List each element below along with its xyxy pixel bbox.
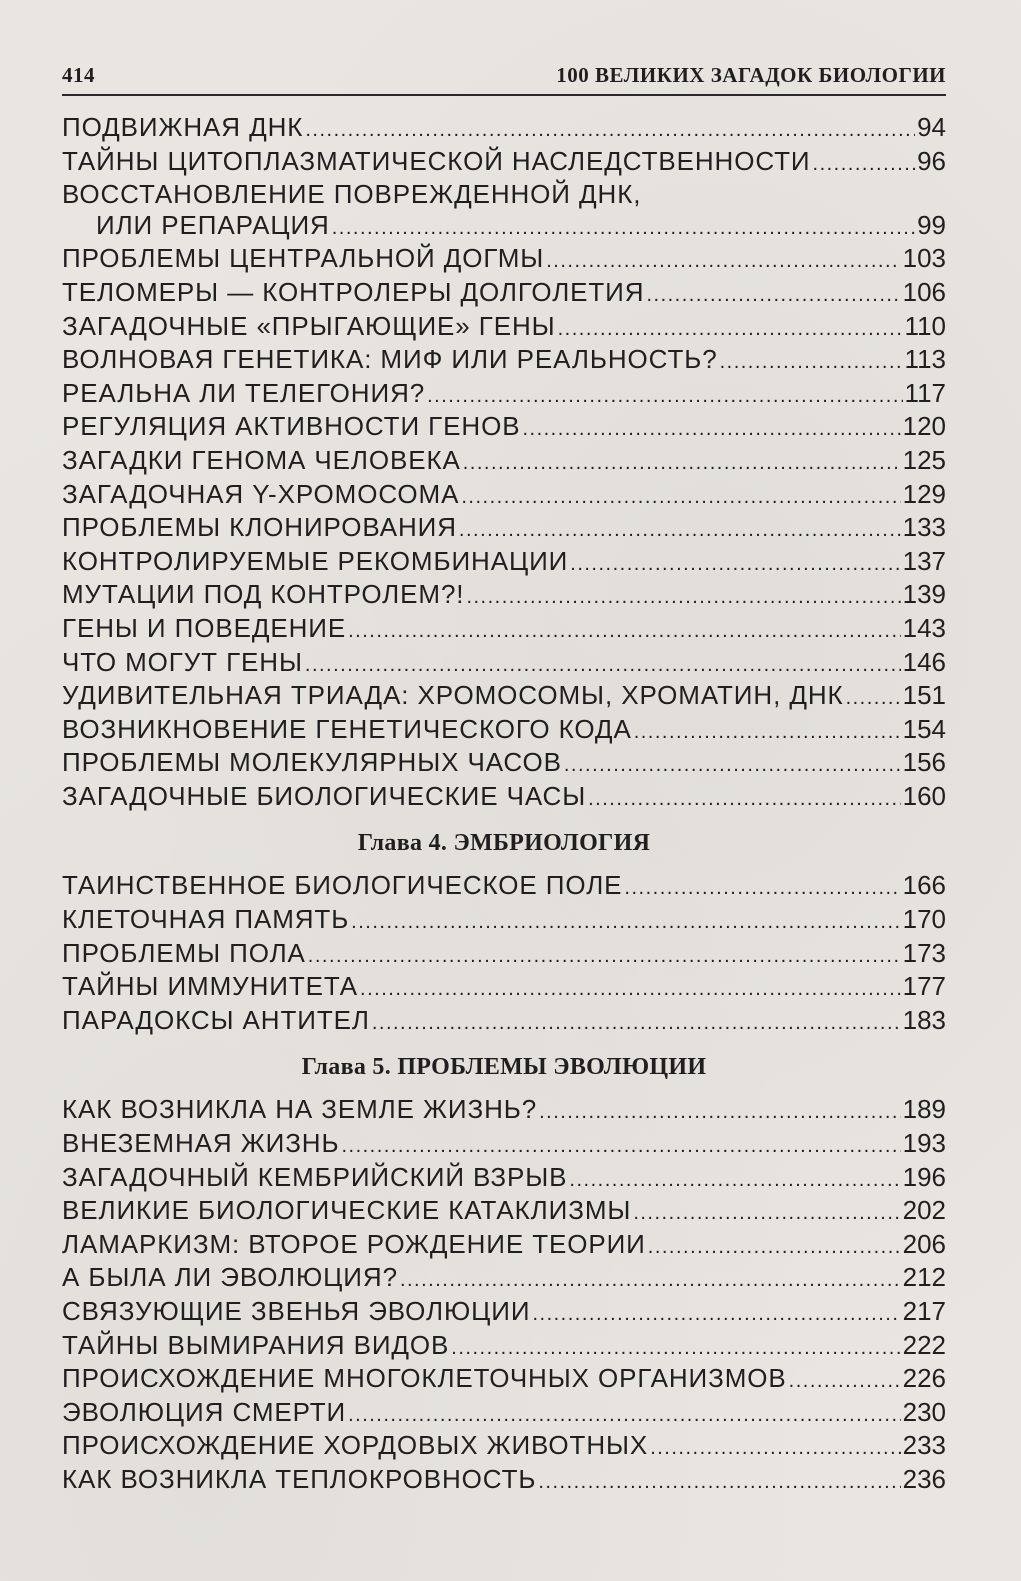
dot-leader	[646, 280, 900, 311]
toc-entry-page: 202	[902, 1195, 946, 1226]
dot-leader	[813, 149, 916, 180]
toc-entry-page: 206	[902, 1228, 946, 1259]
toc-entry-page: 137	[902, 545, 946, 576]
toc-entry	[62, 1162, 946, 1196]
toc-entry-page: 236	[902, 1463, 946, 1494]
dot-leader	[789, 1366, 901, 1397]
toc-entry-page: 154	[902, 713, 946, 744]
dot-leader	[360, 974, 901, 1005]
toc-entry-title: ВОЗНИКНОВЕНИЕ ГЕНЕТИЧЕСКОГО КОДА	[62, 713, 632, 744]
toc-entry-title: ПРОИСХОЖДЕНИЕ ХОРДОВЫХ ЖИВОТНЫХ	[62, 1430, 649, 1461]
toc-entry-page: 99	[917, 209, 946, 240]
toc-entry-title: ГЕНЫ И ПОВЕДЕНИЕ	[62, 612, 347, 643]
toc-entry-page: 233	[902, 1430, 946, 1461]
toc-entry-title: КЛЕТОЧНАЯ ПАМЯТЬ	[62, 904, 350, 935]
toc-entry	[62, 479, 946, 513]
toc-entry-title: ЭВОЛЮЦИЯ СМЕРТИ	[62, 1396, 347, 1427]
dot-leader	[451, 1333, 900, 1364]
toc-entry-title: ТЕЛОМЕРЫ — КОНТРОЛЕРЫ ДОЛГОЛЕТИЯ	[62, 276, 645, 307]
toc-entry	[62, 613, 946, 647]
toc-entry-title: ВНЕЗЕМНАЯ ЖИЗНЬ	[62, 1128, 340, 1159]
dot-leader	[332, 213, 915, 244]
dot-leader	[538, 1467, 900, 1498]
toc-entry-page: 96	[917, 145, 946, 176]
toc-entry-page: 120	[902, 411, 946, 442]
toc-entry-title: КОНТРОЛИРУЕМЫЕ РЕКОМБИНАЦИИ	[62, 545, 569, 576]
toc-entry	[62, 781, 946, 815]
toc-entry-page: 166	[902, 870, 946, 901]
toc-entry-page: 94	[917, 112, 946, 142]
toc-entry-page: 117	[904, 377, 946, 408]
toc-entry-wrapped	[62, 179, 946, 243]
toc-entry-title: ПАРАДОКСЫ АНТИТЕЛ	[62, 1004, 370, 1035]
toc-entry	[62, 243, 946, 277]
chapter-heading-4: Глава 4. ЭМБРИОЛОГИЯ	[357, 830, 651, 857]
dot-leader	[564, 750, 901, 781]
toc-entry	[62, 647, 946, 681]
toc-entry-list	[62, 243, 946, 814]
toc-entry	[62, 146, 946, 180]
toc-entry-page: 183	[902, 1004, 946, 1035]
toc-entry	[62, 512, 946, 546]
toc-entry-title-line2: ИЛИ РЕПАРАЦИЯ	[96, 209, 330, 240]
toc-entry	[62, 277, 946, 311]
toc-entry-page: 125	[902, 444, 946, 475]
dot-leader	[539, 1097, 901, 1128]
toc-entry	[62, 1229, 946, 1263]
toc-entry	[62, 378, 946, 412]
toc-entry	[62, 1464, 946, 1498]
toc-entry-page: 129	[902, 478, 946, 509]
toc-entry-list	[62, 112, 946, 179]
dot-leader	[648, 1232, 901, 1263]
book-page	[62, 58, 946, 1498]
toc-entry-title: А БЫЛА ЛИ ЭВОЛЮЦИЯ?	[62, 1262, 398, 1293]
toc-chapter-4-entries	[62, 870, 946, 1038]
toc-entry-page: 177	[902, 971, 946, 1002]
toc-entry	[62, 344, 946, 378]
toc-entry-page: 189	[902, 1094, 946, 1125]
header-rule	[62, 94, 946, 96]
toc-entry-title: ВЕЛИКИЕ БИОЛОГИЧЕСКИЕ КАТАКЛИЗМЫ	[62, 1195, 632, 1226]
toc-entry	[62, 1363, 946, 1397]
dot-leader	[305, 115, 915, 146]
toc-entry-page: 193	[902, 1128, 946, 1159]
dot-leader	[427, 381, 902, 412]
toc-entry-title: ЗАГАДОЧНАЯ Y-ХРОМОСОМА	[62, 478, 460, 509]
toc-entry-title: ПРОБЛЕМЫ ПОЛА	[62, 937, 306, 968]
toc-entry	[62, 1262, 946, 1296]
toc-entry	[62, 1296, 946, 1330]
toc-entry-title: КАК ВОЗНИКЛА ТЕПЛОКРОВНОСТЬ	[62, 1463, 537, 1494]
toc-entry-title: ЗАГАДКИ ГЕНОМА ЧЕЛОВЕКА	[62, 444, 461, 475]
toc-entry	[62, 714, 946, 748]
toc-entry-page: 160	[902, 780, 946, 811]
toc-entry-continuation	[62, 210, 946, 244]
toc-entry-page: 146	[902, 646, 946, 677]
book-title: 100 ВЕЛИКИХ ЗАГАДОК БИОЛОГИИ	[556, 63, 946, 87]
toc-entry-title: УДИВИТЕЛЬНАЯ ТРИАДА: ХРОМОСОМЫ, ХРОМАТИН, ДНК	[62, 680, 844, 711]
toc-entry-page: 230	[902, 1396, 946, 1427]
toc-entry	[62, 1128, 946, 1162]
toc-entry-page: 133	[902, 512, 946, 543]
toc-entry-title: РЕГУЛЯЦИЯ АКТИВНОСТИ ГЕНОВ	[62, 411, 521, 442]
toc-entry-title: ТАЙНЫ ЦИТОПЛАЗМАТИЧЕСКОЙ НАСЛЕДСТВЕННОСТИ	[62, 145, 811, 176]
dot-leader	[308, 941, 901, 972]
toc-entry	[62, 747, 946, 781]
dot-leader	[351, 907, 900, 938]
toc-entry-page: 143	[902, 612, 946, 643]
dot-leader	[570, 549, 900, 580]
dot-leader	[348, 1400, 901, 1431]
toc-entry-page: 217	[902, 1296, 946, 1326]
toc-entry-title: ТАИНСТВЕННОЕ БИОЛОГИЧЕСКОЕ ПОЛЕ	[62, 870, 623, 901]
dot-leader	[624, 873, 900, 904]
toc-entry-page: 139	[902, 579, 946, 610]
toc-entry-title: ПРОБЛЕМЫ КЛОНИРОВАНИЯ	[62, 512, 457, 543]
toc-entry-title: ЛАМАРКИЗМ: ВТОРОЕ РОЖДЕНИЕ ТЕОРИИ	[62, 1228, 646, 1259]
toc-entry-page: 226	[902, 1363, 946, 1394]
toc-entry	[62, 1330, 946, 1364]
toc-entry	[62, 311, 946, 345]
toc-entry	[62, 870, 946, 904]
toc-chapter-5-entries	[62, 1094, 946, 1497]
toc-entry-page: 113	[904, 344, 946, 375]
toc-entry-title: ЗАГАДОЧНЫЕ «ПРЫГАЮЩИЕ» ГЕНЫ	[62, 310, 556, 341]
dot-leader	[846, 683, 901, 714]
dot-leader	[558, 314, 903, 345]
toc-entry-title: ТАЙНЫ ВЫМИРАНИЯ ВИДОВ	[62, 1329, 450, 1360]
toc-entry-title: РЕАЛЬНА ЛИ ТЕЛЕГОНИЯ?	[62, 377, 426, 408]
toc-entry	[62, 904, 946, 938]
toc-entry	[62, 938, 946, 972]
dot-leader	[341, 1131, 900, 1162]
chapter-heading-5: Глава 5. ПРОБЛЕМЫ ЭВОЛЮЦИИ	[301, 1054, 707, 1081]
toc-entry	[62, 680, 946, 714]
toc-entry-page: 173	[902, 937, 946, 968]
page-number: 414	[62, 63, 95, 87]
dot-leader	[588, 784, 900, 815]
toc-entry	[62, 1195, 946, 1229]
toc-entry-title: ЗАГАДОЧНЫЙ КЕМБРИЙСКИЙ ВЗРЫВ	[62, 1161, 568, 1192]
toc-entry	[62, 1094, 946, 1128]
toc-entry-page: 170	[902, 904, 946, 935]
toc-entry-page: 222	[902, 1329, 946, 1360]
toc-entry	[62, 971, 946, 1005]
toc-entry-title: СВЯЗУЮЩИЕ ЗВЕНЬЯ ЭВОЛЮЦИИ	[62, 1296, 531, 1326]
dot-leader	[634, 717, 901, 748]
dot-leader	[522, 414, 900, 445]
dot-leader	[466, 582, 900, 613]
dot-leader	[305, 650, 901, 681]
toc-entry-title: ПРОБЛЕМЫ ЦЕНТРАЛЬНОЙ ДОГМЫ	[62, 243, 545, 274]
table-of-contents	[62, 112, 946, 1498]
toc-entry-title: КАК ВОЗНИКЛА НА ЗЕМЛЕ ЖИЗНЬ?	[62, 1094, 538, 1125]
toc-entry	[62, 112, 946, 146]
toc-entry-page: 212	[902, 1262, 946, 1293]
toc-entry-title: ЧТО МОГУТ ГЕНЫ	[62, 646, 303, 677]
toc-entry-page: 110	[904, 310, 946, 341]
toc-entry-title: ПРОБЛЕМЫ МОЛЕКУЛЯРНЫХ ЧАСОВ	[62, 747, 562, 778]
toc-entry-title: ВОЛНОВАЯ ГЕНЕТИКА: МИФ ИЛИ РЕАЛЬНОСТЬ?	[62, 344, 718, 375]
toc-entry-page: 151	[902, 680, 946, 711]
toc-section-1	[62, 112, 946, 814]
dot-leader	[650, 1433, 900, 1464]
toc-entry	[62, 1430, 946, 1464]
dot-leader	[569, 1165, 900, 1196]
toc-entry	[62, 546, 946, 580]
dot-leader	[348, 616, 901, 647]
toc-entry	[62, 1005, 946, 1039]
toc-entry-page: 103	[902, 243, 946, 274]
dot-leader	[463, 448, 901, 479]
dot-leader	[546, 246, 900, 277]
toc-entry	[62, 411, 946, 445]
dot-leader	[532, 1299, 900, 1330]
toc-entry-title: ТАЙНЫ ИММУНИТЕТА	[62, 971, 359, 1002]
dot-leader	[400, 1265, 901, 1296]
running-head	[62, 58, 946, 88]
toc-entry-page: 196	[902, 1161, 946, 1192]
toc-entry-page: 106	[902, 276, 946, 307]
dot-leader	[633, 1198, 900, 1229]
toc-entry-title: ЗАГАДОЧНЫЕ БИОЛОГИЧЕСКИЕ ЧАСЫ	[62, 780, 587, 811]
toc-entry-title: ПРОИСХОЖДЕНИЕ МНОГОКЛЕТОЧНЫХ ОРГАНИЗМОВ	[62, 1363, 787, 1394]
dot-leader	[461, 482, 900, 513]
toc-entry-title-line1: ВОССТАНОВЛЕНИЕ ПОВРЕЖДЕННОЙ ДНК,	[62, 179, 642, 210]
toc-entry	[62, 1397, 946, 1431]
toc-entry-title: ПОДВИЖНАЯ ДНК	[62, 112, 304, 142]
dot-leader	[372, 1008, 901, 1039]
toc-entry-page: 156	[902, 747, 946, 778]
toc-entry-title: МУТАЦИИ ПОД КОНТРОЛЕМ?!	[62, 579, 465, 610]
dot-leader	[459, 515, 901, 546]
toc-entry	[62, 579, 946, 613]
toc-entry	[62, 445, 946, 479]
dot-leader	[720, 347, 903, 378]
